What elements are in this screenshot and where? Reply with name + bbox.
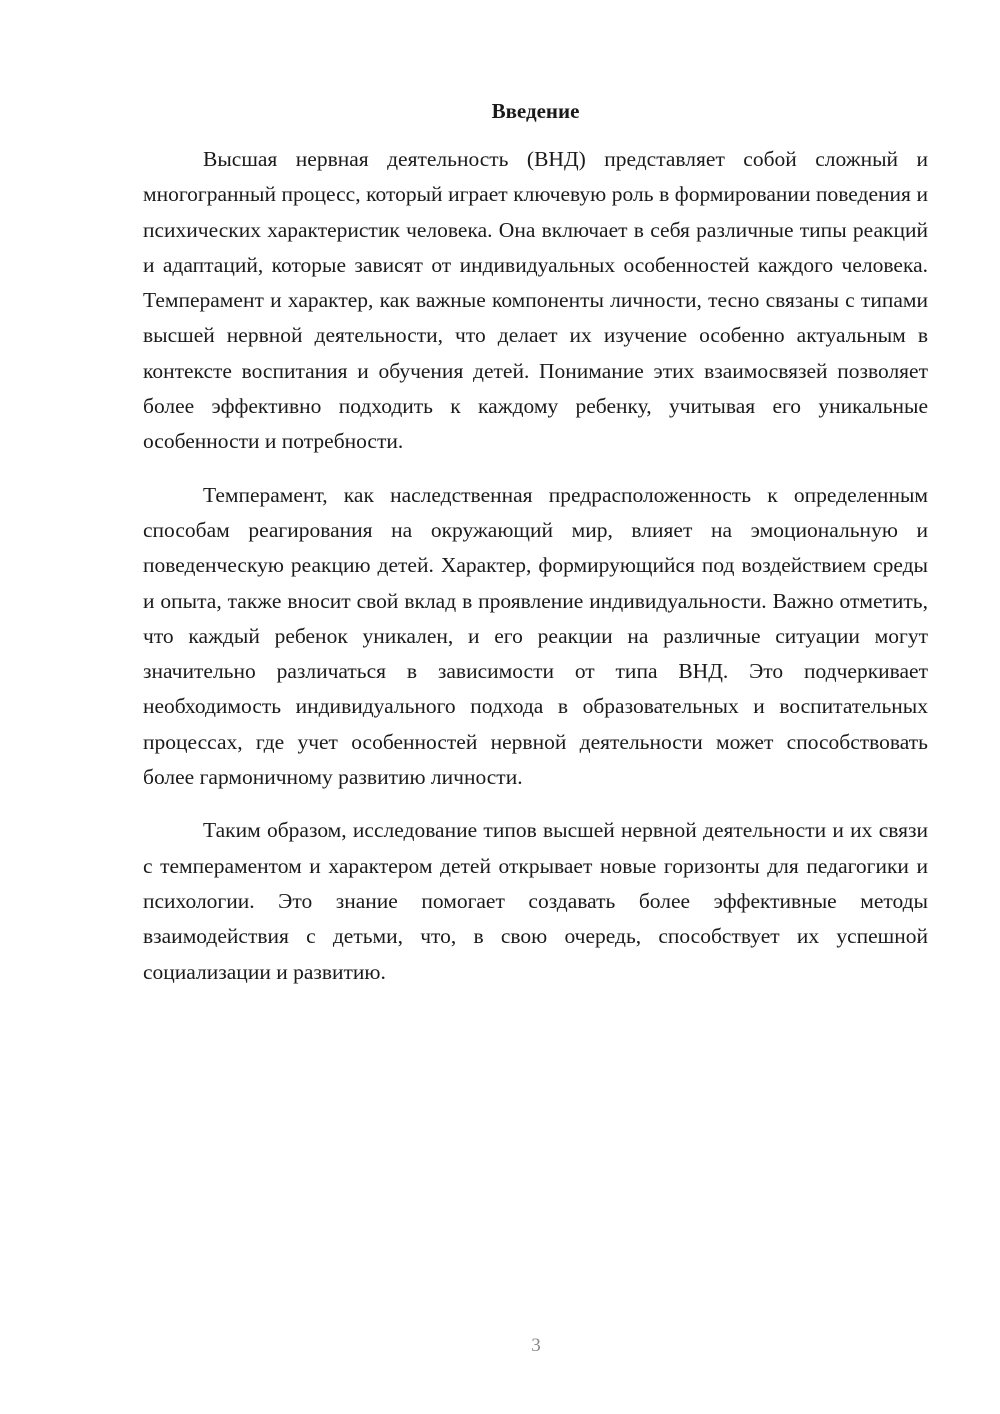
section-heading: Введение [491, 99, 580, 123]
body-text [143, 142, 928, 1008]
paragraph-2: Темперамент, как наследственная предрасположенность к определенным способам реагирования на окружающий мир, влияет на эмоциональную и поведенческую реакцию детей. Характер, формирующийся под воздействием среды и опыта, также вносит свой вклад в проявление индивидуальности. Важно отметить, что каждый ребенок уникален, и его реакции на различные ситуации могут значительно различаться в зависимости от типа ВНД. Это подчеркивает необходимость индивидуального подхода в образовательных и воспитательных процессах, где учет особенностей нервной деятельности может способствовать более гармоничному развитию личности. [143, 482, 928, 790]
paragraph-3: Таким образом, исследование типов высшей нервной деятельности и их связи с темпераментом и характером детей открывает новые горизонты для педагогики и психологии. Это знание помогает создавать более эффективные методы взаимодействия с детьми, что, в свою очередь, способствует их успешной социализации и развитию. [143, 818, 928, 984]
paragraph-1: Высшая нервная деятельность (ВНД) представляет собой сложный и многогранный процесс, который играет ключевую роль в формировании поведения и психических характеристик человека. Она включает в себя различные типы реакций и адаптаций, которые зависят от индивидуальных особенностей каждого человека. Темперамент и характер, как важные компоненты личности, тесно связаны с типами высшей нервной деятельности, что делает их изучение особенно актуальным в контексте воспитания и обучения детей. Понимание этих взаимосвязей позволяет более эффективно подходить к каждому ребенку, учитывая его уникальные особенности и потребности. [143, 147, 928, 454]
page-number: 3 [531, 1335, 541, 1356]
